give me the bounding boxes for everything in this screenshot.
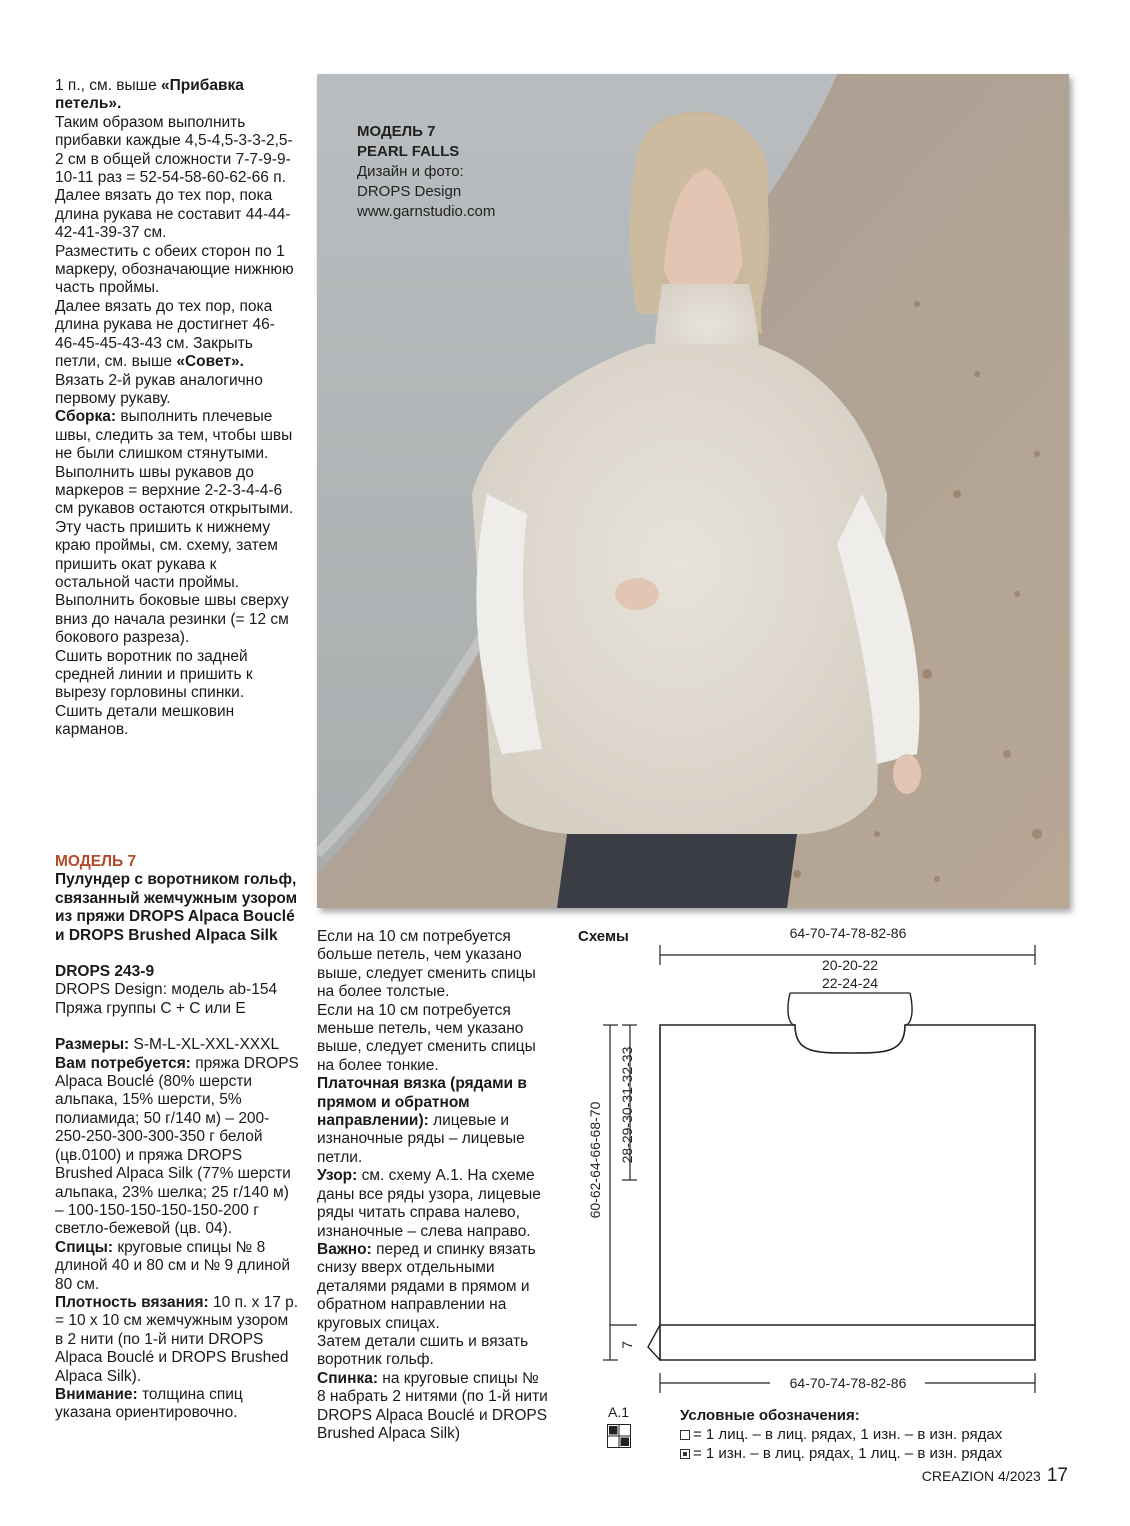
text-run: S-M-L-XL-XXL-XXXL (129, 1036, 280, 1054)
left-column-paragraph (55, 464, 295, 519)
mid2-column-paragraph (317, 1370, 549, 1444)
chart-a1-label: A.1 (608, 1404, 630, 1420)
text-run: Далее вязать до тех пор, пока длина рукава не достигнет 46-46-45-45-43-43 см. Закрыть петли, см. выше (55, 297, 275, 371)
page-number: 17 (1046, 1465, 1068, 1486)
left-column-paragraph (55, 592, 295, 647)
text-run: Разместить с обеих сторон по 1 маркеру, обозначающие нижнюю часть проймы. (55, 242, 294, 297)
photo-caption-name: PEARL FALLS (357, 143, 460, 160)
instructions-column (317, 928, 549, 1443)
bold-term: Узор: (317, 1167, 358, 1185)
left-column-paragraph (55, 372, 295, 409)
left-column-paragraph (55, 519, 295, 593)
model-code: DROPS 243-9 (55, 963, 155, 981)
mid-column-paragraph (55, 1055, 300, 1239)
rib-height-label: 7 (619, 1341, 635, 1349)
left-column-paragraph (55, 648, 295, 703)
mid2-column-paragraph (317, 1167, 549, 1241)
garment-schematic (585, 915, 1045, 1400)
bold-term: Сборка: (55, 408, 117, 426)
mid-column-paragraph (55, 1036, 300, 1054)
model-info-column (55, 853, 300, 1423)
text-run: Сшить детали мешковин карманов. (55, 702, 235, 739)
text-run: Вязать 2-й рукав аналогично первому рукаву. (55, 371, 263, 407)
photo-caption-credit: Дизайн и фото: (357, 163, 464, 180)
bold-term: Платочная вязка (рядами в прямом и обратном направлении): (317, 1075, 527, 1130)
photo-caption-url: www.garnstudio.com (357, 203, 496, 220)
text-run: Выполнить швы рукавов до маркеров = верхние 2-2-3-4-4-6 см рукавов остаются открытыми. (55, 463, 294, 518)
bold-term: «Совет». (176, 353, 244, 371)
left-column-paragraph (55, 703, 295, 740)
mid-column-paragraph (55, 1386, 300, 1423)
text-run: лицевые и изнаночные ряды – лицевые петли. (317, 1112, 525, 1166)
bold-term: Размеры: (55, 1036, 130, 1054)
left-column-paragraph (55, 114, 295, 188)
neck-curve-left (788, 993, 795, 1025)
text-run: выполнить плечевые швы, следить за тем, чтобы швы не были слишком стянутыми. (55, 408, 293, 463)
model-details (55, 1036, 300, 1423)
text-run: 10 п. х 17 р. = 10 х 10 см жемчужным узором в 2 нити (по 1-й нити DROPS Alpaca Bouclé и DROPS Brushed Alpaca Silk). (55, 1293, 299, 1385)
mid-column-paragraph (55, 1294, 300, 1386)
blank-square-icon (680, 1430, 690, 1440)
bold-term: Плотность вязания: (55, 1293, 209, 1311)
left-column-paragraph (55, 187, 295, 242)
mid2-column-paragraph (317, 928, 549, 1002)
left-column-paragraph (55, 298, 295, 372)
bold-term: Важно: (317, 1240, 372, 1258)
text-run: 1 п., см. выше (55, 77, 161, 94)
photo-caption (357, 122, 495, 222)
text-run: перед и спинку вязать снизу вверх отдельными деталями рядами в прямом и обратном направлении на круговых спицах. (317, 1240, 536, 1332)
armhole-height-label: 28-29-30-31-32-33 (619, 1046, 635, 1164)
mid2-column-paragraph (317, 1333, 549, 1370)
bold-term: Спинка: (317, 1369, 378, 1387)
page-footer (922, 1465, 1068, 1487)
model-title: Пулундер с воротником гольф, связанный жемчужным узором из пряжи DROPS Alpaca Bouclé и DROPS Brushed Alpaca Silk (55, 871, 298, 944)
mid2-column-paragraph (317, 1075, 549, 1167)
left-column-paragraph (55, 77, 295, 114)
legend-item-knit (680, 1425, 1002, 1444)
mid2-column-paragraph (317, 1002, 549, 1076)
photo-caption-designer: DROPS Design (357, 183, 462, 200)
text-run: на круговые спицы № 8 набрать 2 нитями (по 1-й нити DROPS Alpaca Bouclé и DROPS Brushed Alpaca Silk) (317, 1369, 548, 1442)
model-heading: МОДЕЛЬ 7 (55, 853, 137, 870)
text-run: Выполнить боковые швы сверху вниз до начала резинки (= 12 см бокового разреза). (55, 592, 289, 647)
chart-a1-grid (607, 1424, 631, 1448)
bold-term: Вам потребуется: (55, 1054, 191, 1072)
text-run: круговые спицы № 8 длиной 40 и 80 см и № 9 длиной 80 см. (55, 1238, 291, 1293)
photo-caption-model: МОДЕЛЬ 7 (357, 123, 436, 140)
bold-term: «Прибавка петель». (55, 77, 244, 113)
text-run: Если на 10 см потребуется больше петель, чем указано выше, следует сменить спицы на более толстые. (317, 928, 536, 1001)
left-text-column (55, 77, 295, 740)
filled-square-icon (680, 1449, 690, 1459)
mid2-column-paragraph (317, 1241, 549, 1333)
text-run: Затем детали сшить и вязать воротник гольф. (317, 1332, 529, 1369)
text-run: Таким образом выполнить прибавки каждые 4,5-4,5-3-3-2,5-2 см в общей сложности 7-7-9-9-10-11 раз = 52-54-58-60-62-66 п. (55, 113, 293, 187)
text-run: см. схему А.1. На схеме даны все ряды узора, лицевые ряды читать справа налево, изнаночные – слева направо. (317, 1167, 541, 1240)
total-height-label: 60-62-64-66-68-70 (587, 1101, 603, 1219)
text-run: Далее вязать до тех пор, пока длина рукава не составит 44-44-42-41-39-37 см. (55, 187, 291, 242)
schema-title: Схемы (578, 928, 629, 945)
left-column-paragraph (55, 408, 295, 463)
bottom-width-label: 64-70-74-78-82-86 (789, 1375, 907, 1391)
text-run: Если на 10 см потребуется меньше петель, чем указано выше, следует сменить спицы на более тонкие. (317, 1001, 536, 1074)
side-slit (648, 1325, 660, 1360)
legend-item-purl-text: = 1 изн. – в лиц. рядах, 1 лиц. – в изн. рядах (693, 1445, 1003, 1462)
legend (680, 1406, 1002, 1463)
text-run: Эту часть пришить к нижнему краю проймы, см. схему, затем пришить окат рукава к остальной части проймы. (55, 518, 278, 591)
legend-item-knit-text: = 1 лиц. – в лиц. рядах, 1 изн. – в изн. рядах (693, 1426, 1003, 1443)
chart-a1-purl-cell (609, 1426, 618, 1435)
magazine-name: CREAZION 4/2023 (921, 1468, 1041, 1484)
mid-column-paragraph (55, 1239, 300, 1294)
left-column-paragraph (55, 243, 295, 298)
model-design: DROPS Design: модель ab-154 (55, 981, 278, 999)
neck-label-1: 20-20-22 (821, 957, 879, 973)
bold-term: Внимание: (55, 1385, 138, 1403)
chart-a1-purl-cell (621, 1438, 630, 1447)
model-photo (317, 74, 1069, 908)
legend-item-purl (680, 1444, 1002, 1463)
legend-title: Условные обозначения: (680, 1407, 860, 1424)
text-run: Сшить воротник по задней средней линии и пришить к вырезу горловины спинки. (55, 647, 253, 702)
bold-term: Спицы: (55, 1238, 114, 1256)
neck-curve-right (905, 993, 912, 1025)
model-yarn-group: Пряжа группы C + C или E (55, 999, 246, 1017)
neck-label-2: 22-24-24 (821, 975, 879, 991)
text-run: пряжа DROPS Alpaca Bouclé (80% шерсти альпака, 15% шерсти, 5% полиамида; 50 г/140 м) – 200-250-250-300-300-350 г белой (цв.0100) и пряжа DROPS Brushed Alpaca Silk (77% шерсти альпака, 23% шелка; 25 г/140 м) – 100-150-150-150-150-200 г светло-бежевой (цв. 04). (55, 1054, 299, 1238)
top-width-label: 64-70-74-78-82-86 (789, 925, 907, 941)
body-outline (660, 1025, 1035, 1360)
text-run: толщина спиц указана ориентировочно. (55, 1385, 243, 1422)
